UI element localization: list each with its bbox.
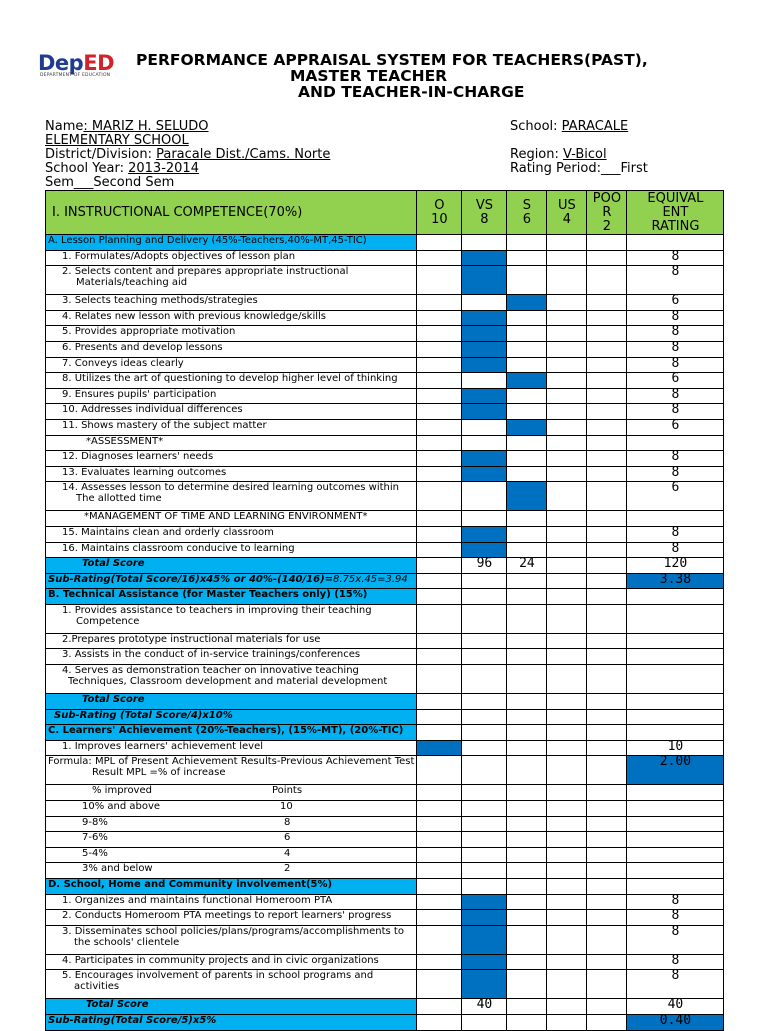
table-row — [46, 266, 724, 295]
vs-mark — [462, 357, 507, 373]
criterion-label: 5. Encourages involvement of parents in school programs and activities — [46, 970, 417, 999]
table-row — [46, 526, 724, 542]
criterion-label: 1. Improves learners' achievement level — [46, 740, 417, 756]
table-row — [46, 373, 724, 389]
criterion-label: 4. Relates new lesson with previous knowledge/skills — [46, 310, 417, 326]
table-row — [46, 542, 724, 558]
table-row — [46, 633, 724, 649]
table-row — [46, 604, 724, 633]
total-vs: 96 — [462, 558, 507, 574]
table-header-row — [46, 191, 724, 235]
vs-mark — [462, 466, 507, 482]
equiv-rating: 8 — [627, 970, 724, 999]
s-mark — [507, 295, 547, 311]
table-row — [46, 404, 724, 420]
vs-mark — [462, 404, 507, 420]
teacher-name: : MARIZ H. SELUDO — [83, 119, 209, 134]
equiv-rating: 6 — [627, 373, 724, 389]
region-value: V-Bicol — [563, 147, 607, 162]
total-row — [46, 558, 724, 574]
equiv-rating: 8 — [627, 310, 724, 326]
equiv-rating: 8 — [627, 341, 724, 357]
section-d-title: D. School, Home and Community involvement(5%) — [46, 879, 417, 895]
subrating-label: Sub-Rating(Total Score/5)x5% — [46, 1014, 417, 1030]
criterion-label: 13. Evaluates learning outcomes — [46, 466, 417, 482]
school-name-cont: ELEMENTARY SCHOOL — [45, 133, 189, 148]
district-line: District/Division: Paracale Dist./Cams. Norte — [45, 147, 331, 162]
section-a-row — [46, 235, 724, 251]
section-header: I. INSTRUCTIONAL COMPETENCE(70%) — [46, 191, 417, 235]
scale-entry: 7-6% 6 — [46, 832, 417, 848]
logo-wordmark: DepED — [38, 51, 114, 75]
table-row — [46, 740, 724, 756]
s-mark — [507, 419, 547, 435]
equiv-rating: 10 — [627, 740, 724, 756]
section-c-title: C. Learners' Achievement (20%-Teachers), (15%-MT), (20%-TIC) — [46, 725, 417, 741]
total-row — [46, 999, 724, 1015]
total-vs: 40 — [462, 999, 507, 1015]
scale-entry: 9-8% 8 — [46, 816, 417, 832]
formula-text: Formula: MPL of Present Achievement Results-Previous Achievement Test Result MPL =% of increase — [46, 756, 417, 785]
criterion-label: 16. Maintains classroom conducive to learning — [46, 542, 417, 558]
scale-entry: 3% and below 2 — [46, 863, 417, 879]
vs-mark — [462, 326, 507, 342]
district-value: Paracale Dist./Cams. Norte — [156, 147, 331, 162]
criterion-label: 3. Disseminates school policies/plans/programs/accomplishments to the schools' clientele — [46, 925, 417, 954]
equiv-rating: 8 — [627, 250, 724, 266]
total-row — [46, 694, 724, 710]
table-row — [46, 250, 724, 266]
vs-mark — [462, 250, 507, 266]
equiv-rating: 6 — [627, 295, 724, 311]
section-d-row — [46, 879, 724, 895]
total-label: Total Score — [46, 999, 417, 1015]
appraisal-table — [45, 190, 724, 1031]
section-c-row — [46, 725, 724, 741]
vs-mark — [462, 910, 507, 926]
equiv-rating: 6 — [627, 482, 724, 511]
scale-row — [46, 847, 724, 863]
equiv-rating: 8 — [627, 542, 724, 558]
criterion-label: 3. Selects teaching methods/strategies — [46, 295, 417, 311]
document-title: PERFORMANCE APPRAISAL SYSTEM FOR TEACHERS(PAST), MASTER TEACHER AND TEACHER-IN-CHARGE — [136, 51, 648, 101]
section-b-row — [46, 589, 724, 605]
total-equiv: 40 — [627, 999, 724, 1015]
vs-mark — [462, 310, 507, 326]
criterion-label: 10. Addresses individual differences — [46, 404, 417, 420]
school-year-value: 2013-2014 — [128, 161, 199, 176]
equiv-rating: 8 — [627, 266, 724, 295]
management-label: *MANAGEMENT OF TIME AND LEARNING ENVIRONMENT* — [46, 511, 417, 527]
table-row — [46, 970, 724, 999]
subrating-label: Sub-Rating(Total Score/16)x45% or 40%-(140/16)=8.75x.45=3.94 — [46, 573, 417, 589]
s-mark — [507, 373, 547, 389]
equiv-rating: 8 — [627, 404, 724, 420]
o-mark — [417, 740, 462, 756]
equiv-rating: 6 — [627, 419, 724, 435]
rating-period-value: ___First — [600, 161, 648, 176]
equiv-rating: 8 — [627, 526, 724, 542]
criterion-label: 4. Participates in community projects and in civic organizations — [46, 954, 417, 970]
criterion-label: 3. Assists in the conduct of in-service trainings/conferences — [46, 649, 417, 665]
subrating-row — [46, 573, 724, 589]
scale-header-row — [46, 785, 724, 801]
table-row — [46, 419, 724, 435]
formula-value: 2.00 — [627, 756, 724, 785]
equiv-rating: 8 — [627, 894, 724, 910]
col-s: S 6 — [507, 191, 547, 235]
scale-header: % improved Points — [46, 785, 417, 801]
vs-mark — [462, 894, 507, 910]
equiv-rating: 8 — [627, 451, 724, 467]
assessment-label: *ASSESSMENT* — [46, 435, 417, 451]
criterion-label: 2. Selects content and prepares appropriate instructional Materials/teaching aid — [46, 266, 417, 295]
col-poor: POO R 2 — [587, 191, 627, 235]
total-label: Total Score — [46, 694, 417, 710]
scale-row — [46, 801, 724, 817]
vs-mark — [462, 526, 507, 542]
criterion-label: 14. Assesses lesson to determine desired learning outcomes within The allotted time — [46, 482, 417, 511]
table-row — [46, 341, 724, 357]
scale-entry: 5-4% 4 — [46, 847, 417, 863]
vs-mark — [462, 970, 507, 999]
equiv-rating: 8 — [627, 326, 724, 342]
criterion-label: 7. Conveys ideas clearly — [46, 357, 417, 373]
table-row — [46, 482, 724, 511]
table-row — [46, 310, 724, 326]
scale-row — [46, 832, 724, 848]
table-row — [46, 954, 724, 970]
vs-mark — [462, 954, 507, 970]
subrating-row — [46, 1014, 724, 1030]
criterion-label: 2.Prepares prototype instructional materials for use — [46, 633, 417, 649]
table-row — [46, 451, 724, 467]
col-equivalent-rating: EQUIVAL ENT RATING — [627, 191, 724, 235]
total-s: 24 — [507, 558, 547, 574]
total-equiv: 120 — [627, 558, 724, 574]
rating-period-line: Rating Period:___First — [510, 161, 648, 176]
deped-logo — [38, 52, 124, 82]
vs-mark — [462, 451, 507, 467]
table-row — [46, 665, 724, 694]
s-mark — [507, 482, 547, 511]
equiv-rating: 8 — [627, 388, 724, 404]
criterion-label: 2. Conducts Homeroom PTA meetings to report learners' progress — [46, 910, 417, 926]
section-a-title: A. Lesson Planning and Delivery (45%-Teachers,40%-MT,45-TIC) — [46, 235, 417, 251]
criterion-label: 5. Provides appropriate motivation — [46, 326, 417, 342]
school-name: PARACALE — [561, 119, 629, 134]
criterion-label: 12. Diagnoses learners' needs — [46, 451, 417, 467]
vs-mark — [462, 388, 507, 404]
scale-row — [46, 863, 724, 879]
equiv-rating: 8 — [627, 925, 724, 954]
table-row — [46, 435, 724, 451]
school-line: School: PARACALE — [510, 119, 629, 134]
vs-mark — [462, 542, 507, 558]
name-line: Name: MARIZ H. SELUDO — [45, 119, 209, 134]
subrating-label: Sub-Rating (Total Score/4)x10% — [46, 709, 417, 725]
equiv-rating: 8 — [627, 954, 724, 970]
criterion-label: 15. Maintains clean and orderly classroom — [46, 526, 417, 542]
vs-mark — [462, 925, 507, 954]
vs-mark — [462, 341, 507, 357]
subrating-value: 3.38 — [627, 573, 724, 589]
scale-entry: 10% and above 10 — [46, 801, 417, 817]
criterion-label: 1. Formulates/Adopts objectives of lesson plan — [46, 250, 417, 266]
logo-subtitle: DEPARTMENT OF EDUCATION — [40, 73, 111, 78]
semester-line: Sem___Second Sem — [45, 175, 175, 190]
table-row — [46, 295, 724, 311]
criterion-label: 1. Organizes and maintains functional Homeroom PTA — [46, 894, 417, 910]
scale-row — [46, 816, 724, 832]
section-b-title: B. Technical Assistance (for Master Teachers only) (15%) — [46, 589, 417, 605]
table-row — [46, 357, 724, 373]
col-o: O 10 — [417, 191, 462, 235]
table-row — [46, 511, 724, 527]
col-vs: VS 8 — [462, 191, 507, 235]
vs-mark — [462, 266, 507, 295]
table-row — [46, 388, 724, 404]
equiv-rating: 8 — [627, 466, 724, 482]
criterion-label: 8. Utilizes the art of questioning to develop higher level of thinking — [46, 373, 417, 389]
table-row — [46, 925, 724, 954]
criterion-label: 6. Presents and develop lessons — [46, 341, 417, 357]
subrating-value: 0.40 — [627, 1014, 724, 1030]
equiv-rating: 8 — [627, 357, 724, 373]
col-us: US 4 — [547, 191, 587, 235]
table-row — [46, 894, 724, 910]
subrating-row — [46, 709, 724, 725]
table-row — [46, 756, 724, 785]
criterion-label: 4. Serves as demonstration teacher on innovative teaching Techniques, Classroom development and material development — [46, 665, 417, 694]
criterion-label: 9. Ensures pupils' participation — [46, 388, 417, 404]
school-year-line: School Year: 2013-2014 — [45, 161, 199, 176]
table-row — [46, 910, 724, 926]
region-line: Region: V-Bicol — [510, 147, 607, 162]
table-row — [46, 466, 724, 482]
table-row — [46, 326, 724, 342]
criterion-label: 1. Provides assistance to teachers in improving their teaching Competence — [46, 604, 417, 633]
total-label: Total Score — [46, 558, 417, 574]
equiv-rating: 8 — [627, 910, 724, 926]
table-row — [46, 649, 724, 665]
criterion-label: 11. Shows mastery of the subject matter — [46, 419, 417, 435]
